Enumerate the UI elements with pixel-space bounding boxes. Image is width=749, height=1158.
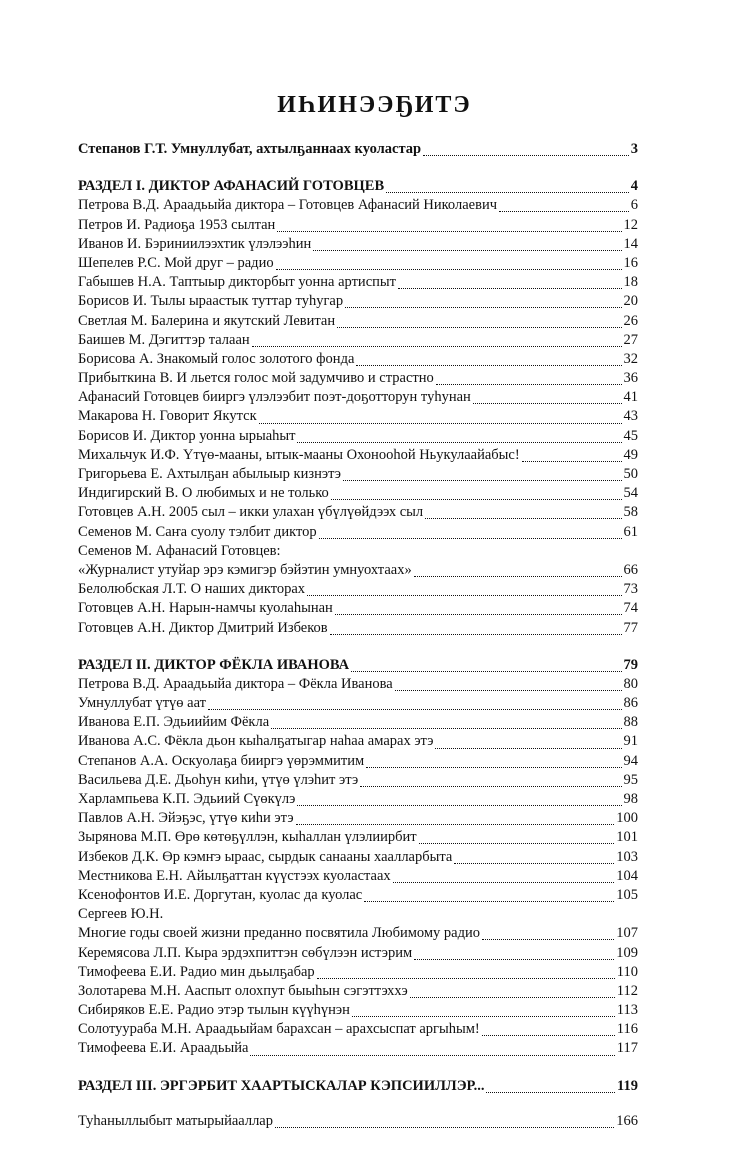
toc-entry-title: Туһаныллыбыт матырыйааллар <box>78 1112 273 1129</box>
section-1-entries <box>78 196 638 541</box>
toc-entry-page: 86 <box>623 695 638 712</box>
toc-entry-page: 54 <box>623 485 638 502</box>
toc-entry-title: Габышев Н.А. Таптыыр дикторбыт уонна артиспыт <box>78 274 396 291</box>
toc-entry-page: 32 <box>623 350 638 367</box>
toc-section-3-heading[interactable] <box>78 1077 638 1096</box>
toc-entry[interactable] <box>78 619 638 638</box>
dot-leader <box>250 1055 614 1056</box>
toc-section-2-heading[interactable] <box>78 656 638 675</box>
dot-leader <box>252 346 622 347</box>
toc-entry-title: Макарова Н. Говорит Якутск <box>78 408 257 425</box>
toc-entry-page: 113 <box>616 1002 638 1019</box>
toc-entry[interactable] <box>78 1020 638 1039</box>
toc-entry-title: Борисов И. Диктор уонна ырыаһыт <box>78 427 296 444</box>
toc-entry-title: Борисов И. Тылы ыраастык туттар туһугар <box>78 293 344 310</box>
section-page: 119 <box>617 1077 638 1094</box>
toc-entry-title: Светлая М. Балерина и якутский Левитан <box>78 312 336 329</box>
dot-leader <box>297 805 621 806</box>
dot-leader <box>522 461 622 462</box>
dot-leader <box>414 959 614 960</box>
toc-entry-title: Харлампьева К.П. Эдьиий Сүөкүлэ <box>78 791 296 807</box>
dot-leader <box>319 538 622 539</box>
toc-entry-title: Афанасий Готовцев биир​гэ үлэлээбит поэт-доҕотторун туһунан <box>78 389 471 406</box>
toc-entry-page: 3 <box>630 141 638 157</box>
dot-leader <box>393 882 615 883</box>
dot-leader <box>343 480 622 481</box>
toc-entry-title: Ксенофонтов И.Е. Доргутан, куолас да куолас <box>78 886 363 903</box>
toc-entry-page: 103 <box>616 848 638 865</box>
toc-entry-page: 80 <box>623 675 638 692</box>
toc-entry[interactable] <box>78 713 638 732</box>
toc-entry-title: Борисова А. Знакомый голос золотого фонда <box>78 350 355 367</box>
toc-plain-line <box>78 542 638 561</box>
toc-entry-title: Умнуллубат үтүө аат <box>78 695 207 712</box>
toc-entry[interactable] <box>78 254 638 273</box>
dot-leader <box>419 843 615 844</box>
toc-entry[interactable] <box>78 523 638 542</box>
dot-leader <box>423 155 629 156</box>
toc-entry-title: Тимофеева Е.И. Радио мин дьылҕабар <box>78 963 315 980</box>
toc-entry-page: 12 <box>623 216 638 233</box>
toc-entry-page: 104 <box>616 867 638 884</box>
toc-entry[interactable] <box>78 580 638 599</box>
toc-plain-line <box>78 905 638 924</box>
toc-entry[interactable] <box>78 312 638 331</box>
toc-entry[interactable] <box>78 407 638 426</box>
toc-entry-title: Михальчук И.Ф. Үтүө-мааны, ытык-мааны Охонооһой Ньукулаайабыс! <box>78 446 520 463</box>
toc-entry[interactable] <box>78 732 638 751</box>
dot-leader <box>276 269 622 270</box>
toc-entry[interactable] <box>78 484 638 503</box>
dot-leader <box>436 384 622 385</box>
toc-entry-title: Солотуураба М.Н. Араадьыйам барахсан – арахсыспат аргыһым! <box>78 1021 480 1038</box>
section-title: РАЗДЕЛ I. ДИКТОР АФАНАСИЙ ГОТОВЦЕВ <box>78 178 385 195</box>
toc-entry-sources[interactable] <box>78 1112 638 1131</box>
toc-entry[interactable] <box>78 675 638 694</box>
dot-leader <box>337 327 621 328</box>
toc-entry[interactable] <box>78 752 638 771</box>
dot-leader <box>410 997 615 998</box>
toc-entry[interactable] <box>78 427 638 446</box>
toc-entry-title: Прибыткина В. И льется голос мой задумчиво и страстно <box>78 370 434 387</box>
toc-entry[interactable] <box>78 216 638 235</box>
toc-entry[interactable] <box>78 1001 638 1020</box>
toc-entry-page: 110 <box>616 963 638 980</box>
dot-leader <box>356 365 621 366</box>
dot-leader <box>330 634 622 635</box>
dot-leader <box>414 576 622 577</box>
toc-entry-page: 73 <box>623 581 638 598</box>
section-2-entries-continued <box>78 924 638 1058</box>
toc-entry-title: Степанов А.А. Оскуолаҕа биир​гэ үөрэммитим <box>78 752 365 769</box>
toc-entry-title: Иванова А.С. Фёкла дьон кыһалҕатыгар наһаа амарах этэ <box>78 733 434 750</box>
toc-entry[interactable] <box>78 694 638 713</box>
toc-entry-page: 107 <box>616 925 638 942</box>
toc-entry-title: Многие годы своей жизни преданно посвятила Любимому радио <box>78 925 480 942</box>
toc-entry[interactable] <box>78 982 638 1001</box>
dot-leader <box>297 442 621 443</box>
toc-entry-page: 49 <box>623 446 638 463</box>
dot-leader <box>482 1035 615 1036</box>
toc-entry-page: 100 <box>616 810 638 827</box>
toc-entry-title: «Журналист утуйар эрэ кэмигэр бэйэтин умнуохтаах» <box>78 561 412 578</box>
table-of-contents <box>78 140 638 1131</box>
toc-entry-title: Керемясова Л.П. Кыра эрдэхпиттэн сөбүлээн истэрим <box>78 944 413 961</box>
toc-entry-title: Готовцев А.Н. Нарын-намчы куолаһынан <box>78 600 333 617</box>
toc-author-line: Сергеев Ю.Н. <box>78 906 164 923</box>
toc-entry-title: Петров И. Радиоҕа 1953 сылтан <box>78 216 276 233</box>
section-page: 79 <box>623 656 638 673</box>
toc-entry-title: Сибиряков Е.Е. Радио этэр тылын күүһүнэн <box>78 1002 350 1019</box>
toc-section-1-heading[interactable] <box>78 177 638 196</box>
toc-entry-title: Зырянова М.П. Өрө көтөҕүллэн, кыһаллан үлэлиирбит <box>78 829 417 846</box>
dot-leader <box>435 748 621 749</box>
toc-entry[interactable] <box>78 867 638 886</box>
dot-leader <box>277 231 621 232</box>
dot-leader <box>386 192 629 193</box>
toc-entry-page: 36 <box>623 370 638 387</box>
toc-entry-title: Готовцев А.Н. 2005 сыл – икки улахан үбүлүөйдээх сыл <box>78 504 424 521</box>
dot-leader <box>317 978 615 979</box>
toc-entry-title: Золотарева М.Н. Ааспыт олохпут быыһын сэгэттэххэ <box>78 982 408 999</box>
dot-leader <box>307 595 621 596</box>
toc-entry[interactable] <box>78 771 638 790</box>
toc-entry[interactable] <box>78 331 638 350</box>
toc-entry-page: 116 <box>616 1021 638 1038</box>
section-1-entries-continued <box>78 561 638 638</box>
dot-leader <box>208 709 621 710</box>
toc-entry-page: 61 <box>623 523 638 540</box>
dot-leader <box>275 1127 614 1128</box>
toc-entry[interactable] <box>78 848 638 867</box>
dot-leader <box>482 939 614 940</box>
toc-entry-page: 6 <box>630 197 638 214</box>
toc-entry-title: Петрова В.Д. Араадьыйа диктора – Фёкла Иванова <box>78 675 393 692</box>
toc-entry[interactable] <box>78 599 638 618</box>
toc-entry-title: Индигирский В. О любимых и не только <box>78 485 329 502</box>
toc-entry-page: 88 <box>623 714 638 731</box>
toc-entry[interactable] <box>78 561 638 580</box>
toc-entry[interactable] <box>78 944 638 963</box>
dot-leader <box>351 671 621 672</box>
toc-entry-page: 58 <box>623 504 638 521</box>
section-2-entries <box>78 675 638 905</box>
toc-entry-page: 16 <box>623 254 638 271</box>
toc-entry-title: Васильева Д.Е. Дьоһун киһи, үтүө үлэһит этэ <box>78 771 359 788</box>
toc-entry-page: 109 <box>616 944 638 961</box>
toc-entry[interactable] <box>78 292 638 311</box>
toc-entry[interactable] <box>78 963 638 982</box>
toc-entry[interactable] <box>78 790 638 809</box>
toc-entry-title: Павлов А.Н. Эйэҕэс, үтүө киһи этэ <box>78 810 294 827</box>
toc-entry-page: 20 <box>623 293 638 310</box>
dot-leader <box>296 824 615 825</box>
dot-leader <box>473 403 622 404</box>
dot-leader <box>486 1092 615 1093</box>
toc-entry-page: 101 <box>616 829 638 846</box>
toc-entry[interactable] <box>78 369 638 388</box>
toc-entry-page: 50 <box>623 466 638 482</box>
toc-entry-page: 43 <box>623 408 638 425</box>
section-title: РАЗДЕЛ III. ЭРГЭРБИТ ХААРТЫСКАЛАР КЭПСИИЛЛЭР... <box>78 1077 485 1094</box>
section-title: РАЗДЕЛ II. ДИКТОР ФЁКЛА ИВАНОВА <box>78 656 350 673</box>
page-title: ИҺИНЭЭҔИТЭ <box>277 92 472 118</box>
toc-entry-page: 18 <box>623 274 638 291</box>
toc-entry-page: 77 <box>623 619 638 636</box>
toc-entry[interactable] <box>78 388 638 407</box>
toc-entry-title: Петрова В.Д. Араадьыйа диктора – Готовцев Афанасий Николаевич <box>78 197 497 214</box>
toc-entry-page: 27 <box>623 331 638 348</box>
dot-leader <box>313 250 621 251</box>
toc-entry-page: 166 <box>616 1112 638 1129</box>
dot-leader <box>345 307 621 308</box>
toc-entry[interactable] <box>78 828 638 847</box>
toc-entry-title: Степанов Г.Т. Умнуллубат, ахтылҕаннаах куоластар <box>78 141 422 157</box>
toc-entry-page: 66 <box>623 561 638 578</box>
toc-entry-page: 117 <box>616 1040 638 1057</box>
toc-entry[interactable] <box>78 809 638 828</box>
toc-entry-title: Белолюбская Л.Т. О наших дикторах <box>78 581 306 598</box>
toc-entry[interactable] <box>78 1039 638 1058</box>
toc-entry-title: Готовцев А.Н. Диктор Дмитрий Избеков <box>78 619 328 636</box>
toc-entry-title: Шепелев Р.С. Мой друг – радио <box>78 254 274 271</box>
toc-entry[interactable] <box>78 273 638 292</box>
toc-entry-page: 26 <box>623 312 638 329</box>
toc-author-line: Семенов М. Афанасий Готовцев: <box>78 542 281 559</box>
toc-entry-title: Иванова Е.П. Эдьиийим Фёкла <box>78 714 270 731</box>
toc-entry-intro[interactable] <box>78 140 638 159</box>
toc-entry[interactable] <box>78 235 638 254</box>
toc-entry-title: Избеков Д.К. Өр кэмҥэ ыраас, сырдык санааны хааллар​быта <box>78 848 453 865</box>
dot-leader <box>398 288 622 289</box>
dot-leader <box>331 499 622 500</box>
toc-entry-page: 112 <box>616 982 638 999</box>
section-page: 4 <box>630 178 638 195</box>
toc-entry-title: Григорьева Е. Ахтылҕан абылыыр кизнэтэ <box>78 466 341 482</box>
toc-entry-page: 45 <box>623 427 638 444</box>
toc-entry[interactable] <box>78 196 638 215</box>
toc-entry-page: 14 <box>623 235 638 252</box>
toc-entry[interactable] <box>78 350 638 369</box>
dot-leader <box>352 1016 615 1017</box>
dot-leader <box>366 767 621 768</box>
dot-leader <box>395 690 622 691</box>
toc-entry-page: 41 <box>623 389 638 406</box>
dot-leader <box>425 518 621 519</box>
toc-entry-page: 98 <box>623 791 638 807</box>
dot-leader <box>360 786 621 787</box>
toc-entry-title: Баишев М. Дэгиттэр талаан <box>78 331 250 348</box>
toc-entry[interactable] <box>78 886 638 905</box>
toc-entry[interactable] <box>78 503 638 522</box>
dot-leader <box>454 863 614 864</box>
dot-leader <box>259 423 622 424</box>
toc-entry-title: Тимофеева Е.И. Араадьыйа <box>78 1040 249 1057</box>
dot-leader <box>335 614 622 615</box>
toc-entry[interactable] <box>78 924 638 943</box>
toc-entry[interactable] <box>78 465 638 484</box>
toc-entry-title: Иванов И. Бэриниилээхтик үлэлээһин <box>78 235 312 252</box>
toc-entry-page: 91 <box>623 733 638 750</box>
toc-entry-page: 74 <box>623 600 638 617</box>
toc-entry[interactable] <box>78 446 638 465</box>
toc-entry-page: 105 <box>616 886 638 903</box>
dot-leader <box>271 728 621 729</box>
toc-entry-page: 94 <box>623 752 638 769</box>
dot-leader <box>499 211 629 212</box>
dot-leader <box>364 901 614 902</box>
toc-entry-title: Местникова Е.Н. Айылҕаттан күүстээх куоластаах <box>78 867 391 884</box>
toc-entry-title: Семенов М. Саҥа суолу тэлбит диктор <box>78 523 317 540</box>
toc-entry-page: 95 <box>623 771 638 788</box>
